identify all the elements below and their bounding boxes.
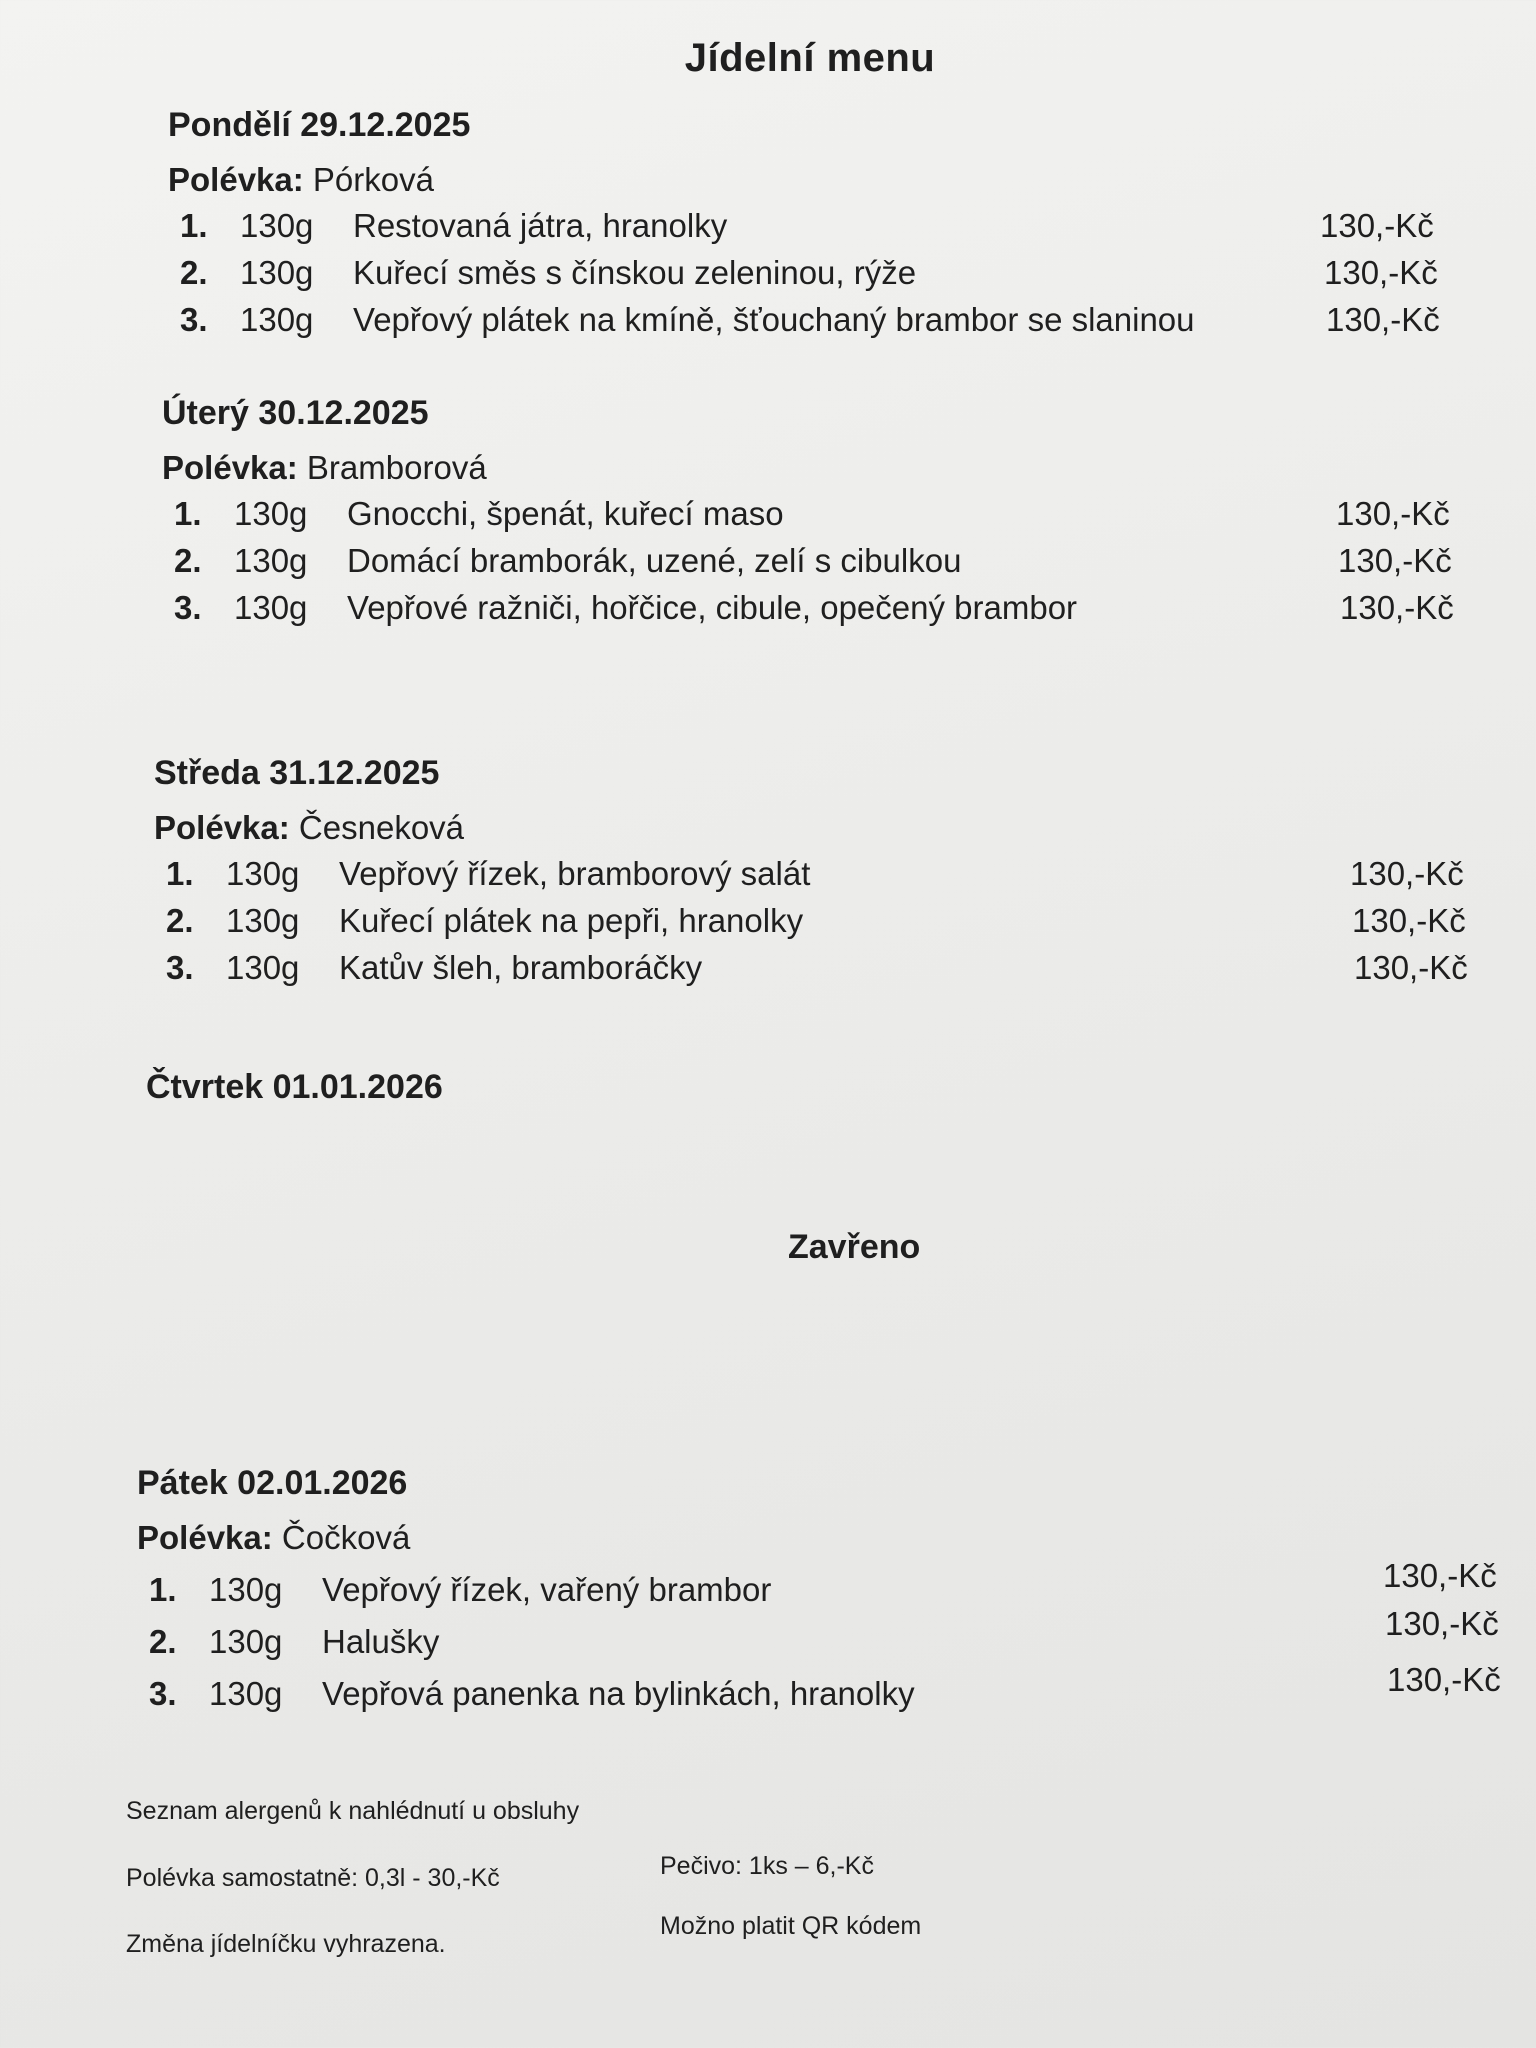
soup-name: Bramborová <box>306 449 487 486</box>
dish-row <box>168 254 1438 301</box>
dish-number: 2. <box>166 902 194 939</box>
day-thursday <box>146 1068 443 1107</box>
dish-weight: 130g <box>226 949 300 986</box>
dish-row <box>162 542 1452 589</box>
dish-weight: 130g <box>234 495 308 532</box>
soup-name: Pórková <box>312 161 434 198</box>
dish-name: Vepřový řízek, vařený brambor <box>322 1571 772 1608</box>
dish-price: 130,-Kč <box>1352 902 1466 939</box>
dish-list <box>168 207 1440 348</box>
dish-name: Restovaná játra, hranolky <box>353 207 728 244</box>
dish-list <box>137 1557 1501 1727</box>
menu-change-note: Změna jídelníčku vyhrazena. <box>126 1930 446 1958</box>
dish-list <box>162 495 1454 636</box>
dish-price: 130,-Kč <box>1320 207 1434 244</box>
day-wednesday <box>154 754 1468 996</box>
soup-line <box>137 1519 410 1557</box>
day-name: Pondělí 29.12.2025 <box>168 106 471 144</box>
dish-row <box>168 301 1440 348</box>
day-name: Pátek 02.01.2026 <box>137 1464 408 1502</box>
day-friday <box>137 1464 1501 1727</box>
dish-weight: 130g <box>240 254 314 291</box>
dish-number: 1. <box>149 1571 177 1608</box>
soup-label: Polévka: <box>154 809 290 846</box>
dish-number: 2. <box>180 254 208 291</box>
dish-price: 130,-Kč <box>1324 254 1438 291</box>
dish-name: Vepřový řízek, bramborový salát <box>339 855 811 892</box>
dish-price: 130,-Kč <box>1385 1605 1499 1642</box>
soup-line <box>168 161 470 199</box>
dish-weight: 130g <box>209 1571 283 1608</box>
dish-number: 1. <box>180 207 208 244</box>
dish-number: 3. <box>149 1675 177 1712</box>
dish-name: Kuřecí směs s čínskou zeleninou, rýže <box>353 254 917 291</box>
dish-name: Vepřový plátek na kmíně, šťouchaný brambor se slaninou <box>353 301 1195 338</box>
dish-weight: 130g <box>234 542 308 579</box>
dish-row <box>154 902 1466 949</box>
soup-separately-note: Polévka samostatně: 0,3l - 30,-Kč <box>126 1864 500 1892</box>
dish-weight: 130g <box>240 207 314 244</box>
dish-name: Katův šleh, bramboráčky <box>339 949 703 986</box>
dish-number: 1. <box>166 855 194 892</box>
soup-line <box>154 809 464 847</box>
dish-number: 3. <box>174 589 202 626</box>
dish-price: 130,-Kč <box>1326 301 1440 338</box>
dish-price: 130,-Kč <box>1340 589 1454 626</box>
dish-number: 1. <box>174 495 202 532</box>
day-name: Středa 31.12.2025 <box>154 754 440 792</box>
dish-price: 130,-Kč <box>1354 949 1468 986</box>
dish-price: 130,-Kč <box>1338 542 1452 579</box>
soup-name: Česneková <box>298 809 465 846</box>
dish-weight: 130g <box>209 1675 283 1712</box>
dish-row <box>162 589 1454 636</box>
dish-name: Vepřová panenka na bylinkách, hranolky <box>322 1675 915 1712</box>
dish-weight: 130g <box>226 855 300 892</box>
bread-note: Pečivo: 1ks – 6,-Kč <box>660 1852 874 1880</box>
dish-number: 2. <box>174 542 202 579</box>
soup-label: Polévka: <box>137 1519 273 1556</box>
dish-name: Halušky <box>322 1623 440 1660</box>
dish-weight: 130g <box>234 589 308 626</box>
dish-list <box>154 855 1468 996</box>
soup-label: Polévka: <box>168 161 304 198</box>
dish-row <box>137 1557 1497 1623</box>
allergens-note: Seznam alergenů k nahlédnutí u obsluhy <box>126 1797 580 1825</box>
day-name: Čtvrtek 01.01.2026 <box>146 1068 443 1106</box>
dish-row <box>154 949 1468 996</box>
dish-name: Domácí bramborák, uzené, zelí s cibulkou <box>347 542 962 579</box>
soup-name: Čočková <box>281 1519 411 1556</box>
dish-weight: 130g <box>209 1623 283 1660</box>
soup-label: Polévka: <box>162 449 298 486</box>
dish-number: 2. <box>149 1623 177 1660</box>
dish-number: 3. <box>166 949 194 986</box>
day-name: Úterý 30.12.2025 <box>162 394 429 432</box>
dish-name: Kuřecí plátek na pepři, hranolky <box>339 902 804 939</box>
dish-row <box>168 207 1434 254</box>
dish-price: 130,-Kč <box>1336 495 1450 532</box>
dish-number: 3. <box>180 301 208 338</box>
dish-row <box>154 855 1464 902</box>
day-monday <box>168 106 1440 348</box>
dish-weight: 130g <box>226 902 300 939</box>
dish-row <box>162 495 1450 542</box>
closed-notice: Zavřeno <box>788 1228 921 1266</box>
dish-weight: 130g <box>240 301 314 338</box>
dish-price: 130,-Kč <box>1350 855 1464 892</box>
dish-name: Gnocchi, špenát, kuřecí maso <box>347 495 784 532</box>
dish-name: Vepřové ražniči, hořčice, cibule, opečený brambor <box>347 589 1078 626</box>
soup-line <box>162 449 487 487</box>
dish-row <box>137 1661 1501 1727</box>
menu-title: Jídelní menu <box>684 36 936 80</box>
dish-row <box>137 1605 1499 1675</box>
day-tuesday <box>162 394 1454 636</box>
dish-price: 130,-Kč <box>1387 1661 1501 1698</box>
qr-payment-note: Možno platit QR kódem <box>660 1912 922 1940</box>
dish-price: 130,-Kč <box>1383 1557 1497 1594</box>
